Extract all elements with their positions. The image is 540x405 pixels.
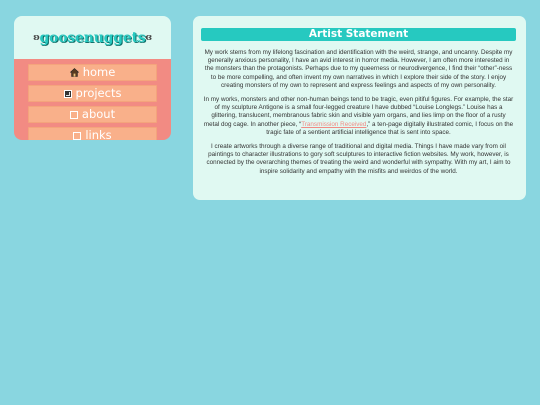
nav-item-label: about (81, 107, 116, 121)
nav-item-links[interactable] (28, 127, 157, 140)
nav-item-home[interactable] (28, 64, 157, 81)
statement-body (203, 49, 514, 182)
sidebar (14, 16, 171, 140)
paragraph: I create artworks through a diverse range of traditional and digital media. Things I have made vary from oil paintings to character illustrations to gory soft sculptures to interactive fiction websites. My work, however, is connected by the overarching themes of treating the weird and wonderful with sympathy. With my art, I aim to inspire solidarity and empathy with the misfits and weirdos of the world. (206, 143, 511, 175)
nav-item-projects[interactable] (28, 85, 157, 102)
box-icon (70, 111, 78, 119)
nav-menu (14, 59, 171, 140)
projects-icon (64, 90, 72, 98)
home-icon (70, 68, 79, 77)
nugget-left-icon: ʚ (33, 32, 40, 43)
logo-box (14, 16, 171, 59)
paragraph: My work stems from my lifelong fascination and identification with the weird, strange, and uncanny. Despite my generally anxious personality, I have an avid interest in horror media. However, I am often more interested in the monsters than the protagonists. Perhaps due to my queerness or neurodivergence, I find their “other”-ness to be more compelling, and often invent my own narratives in which I explore their side of the story. I enjoy creating monsters of my own to represent and express feelings and aspects of my own personality. (204, 49, 513, 89)
nugget-right-icon: ɞ (145, 32, 152, 43)
page-title: Artist Statement (201, 28, 516, 41)
paragraph-text: ,” a ten-page digitally illustrated comic, I focus on the tragic fate of a sentient artificial intelligence that is sent into space. (266, 120, 514, 136)
nav-item-about[interactable] (28, 106, 157, 123)
paragraph-text: In my works, monsters and other non-human beings tend to be tragic, even pitiful figures. For example, the star of my sculpture Antigone is a small four-legged creature I have dubbed “Louise Longlegs.” Louise has a glittering, translucent, membranous fabric skin and visible yarn organs, and lies limp on the floor of a rusty metal dog cage. In another piece, “ (203, 96, 514, 128)
paragraph (203, 96, 514, 137)
main-panel (193, 16, 526, 200)
transmission-received-link[interactable]: Transmission Received (301, 120, 367, 128)
site-logo-text: goosenuggets (39, 29, 146, 46)
site-logo[interactable] (33, 30, 152, 46)
nav-item-label: home (82, 65, 116, 79)
nav-item-label: links (85, 128, 112, 140)
nav-item-label: projects (75, 86, 122, 100)
box-icon (73, 132, 81, 140)
